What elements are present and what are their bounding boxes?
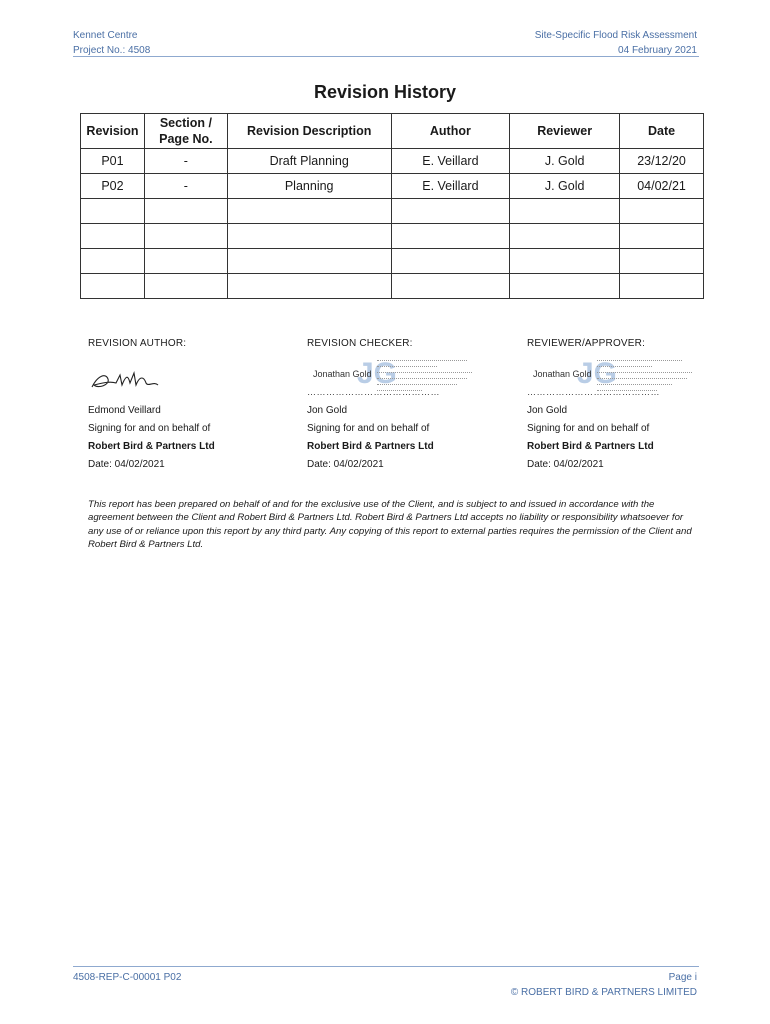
cell-empty — [510, 224, 620, 249]
cell-empty — [620, 199, 704, 224]
checker-signature — [307, 355, 497, 399]
reviewer-signature — [527, 355, 717, 399]
cell-author: E. Veillard — [391, 174, 510, 199]
header-divider — [73, 56, 699, 57]
cell-empty — [227, 274, 391, 299]
cell-empty — [144, 274, 227, 299]
checker-signature-block — [307, 338, 497, 470]
page-number: Page i — [668, 972, 697, 983]
reviewer-date: Date: 04/02/2021 — [527, 459, 604, 470]
cell-revision: P01 — [81, 149, 145, 174]
table-row — [81, 224, 704, 249]
cell-empty — [81, 224, 145, 249]
checker-name: Jon Gold — [307, 405, 348, 416]
author-date: Date: 04/02/2021 — [88, 459, 165, 470]
cell-date: 23/12/20 — [620, 149, 704, 174]
cell-empty — [227, 249, 391, 274]
cell-empty — [81, 199, 145, 224]
author-signature — [88, 355, 278, 399]
header-revision: Revision — [81, 114, 145, 149]
author-name: Edmond Veillard — [88, 405, 161, 416]
cell-empty — [620, 274, 704, 299]
project-name: Kennet Centre — [73, 30, 138, 41]
revision-table — [80, 113, 704, 299]
digital-signature-logo-icon: JG — [357, 357, 398, 390]
checker-company: Robert Bird & Partners Ltd — [307, 441, 434, 452]
signature-name: Jonathan Gold — [533, 369, 592, 379]
reviewer-signature-block — [527, 338, 717, 470]
checker-date: Date: 04/02/2021 — [307, 459, 384, 470]
checker-on-behalf: Signing for and on behalf of — [307, 423, 430, 434]
cell-description: Planning — [227, 174, 391, 199]
cell-reviewer: J. Gold — [510, 174, 620, 199]
cell-empty — [144, 249, 227, 274]
header-date: Date — [620, 114, 704, 149]
table-row — [81, 199, 704, 224]
signature-line: …………………………………… — [527, 387, 660, 397]
cell-empty — [620, 224, 704, 249]
table-row — [81, 274, 704, 299]
signature-line: …………………………………… — [307, 387, 440, 397]
author-signature-block — [88, 338, 278, 470]
author-label: REVISION AUTHOR: — [88, 338, 187, 349]
cell-empty — [144, 199, 227, 224]
reviewer-label: REVIEWER/APPROVER: — [527, 338, 646, 349]
copyright: © ROBERT BIRD & PARTNERS LIMITED — [510, 987, 697, 998]
footer-divider — [73, 966, 699, 967]
document-date: 04 February 2021 — [618, 45, 697, 56]
cell-empty — [391, 199, 510, 224]
reviewer-on-behalf: Signing for and on behalf of — [527, 423, 650, 434]
reviewer-company: Robert Bird & Partners Ltd — [527, 441, 654, 452]
project-number: Project No.: 4508 — [73, 45, 151, 56]
cell-empty — [510, 274, 620, 299]
cell-empty — [510, 199, 620, 224]
header-left — [73, 28, 150, 58]
header-author: Author — [391, 114, 510, 149]
cell-date: 04/02/21 — [620, 174, 704, 199]
header-reviewer: Reviewer — [510, 114, 620, 149]
page-title: Revision History — [313, 82, 457, 102]
document-title: Site-Specific Flood Risk Assessment — [534, 30, 697, 41]
cell-empty — [227, 199, 391, 224]
author-company: Robert Bird & Partners Ltd — [88, 441, 215, 452]
header-description: Revision Description — [227, 114, 391, 149]
reviewer-name: Jon Gold — [527, 405, 568, 416]
header-right — [535, 28, 697, 58]
cell-empty — [227, 224, 391, 249]
table-row — [81, 249, 704, 274]
cell-empty — [620, 249, 704, 274]
cell-empty — [144, 224, 227, 249]
header-section: Section / Page No. — [144, 114, 227, 149]
handwritten-signature-icon — [88, 365, 168, 395]
checker-label: REVISION CHECKER: — [307, 338, 413, 349]
cell-section: - — [144, 149, 227, 174]
author-on-behalf: Signing for and on behalf of — [88, 423, 211, 434]
cell-author: E. Veillard — [391, 149, 510, 174]
footer-right — [511, 970, 697, 1000]
cell-empty — [391, 249, 510, 274]
cell-empty — [391, 274, 510, 299]
cell-section: - — [144, 174, 227, 199]
disclaimer-text: This report has been prepared on behalf of and for the exclusive use of the Client, and is subject to and issued in accordance with the agreement between the Client and Robert Bird & Partners Ltd. Robert Bird & Partners Ltd accepts no liability or responsibility whatsoever for any use of or reliance upon this report by any third party. Any copying of this report to external parties requires the permission of the Client and Robert Bird & Partners Ltd. — [88, 499, 692, 550]
digital-signature-logo-icon: JG — [577, 357, 618, 390]
cell-reviewer: J. Gold — [510, 149, 620, 174]
footer-doc-reference: 4508-REP-C-00001 P02 — [73, 972, 182, 983]
table-row — [81, 149, 704, 174]
table-row — [81, 174, 704, 199]
cell-empty — [391, 224, 510, 249]
cell-empty — [510, 249, 620, 274]
cell-empty — [81, 274, 145, 299]
table-header-row — [81, 114, 704, 149]
signature-name: Jonathan Gold — [313, 369, 372, 379]
cell-revision: P02 — [81, 174, 145, 199]
cell-description: Draft Planning — [227, 149, 391, 174]
cell-empty — [81, 249, 145, 274]
